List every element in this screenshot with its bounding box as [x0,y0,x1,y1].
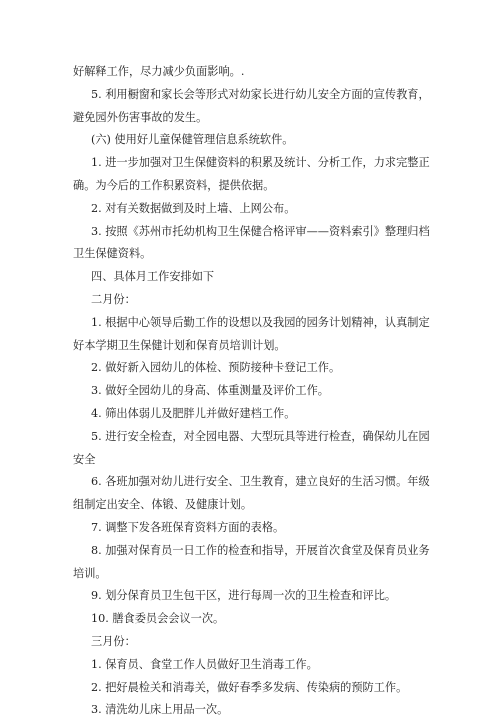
paragraph: 3. 做好全园幼儿的身高、体重测量及评价工作。 [91,384,329,398]
paragraph: 二月份： [91,292,136,306]
paragraph: (六) 使用好儿童保健管理信息系统软件。 [91,133,294,147]
paragraph: 2. 对有关数据做到及时上墙、上网公布。 [91,201,296,215]
paragraph: 好解释工作，尽力减少负面影响。. [73,65,245,78]
paragraph: 9. 划分保育员卫生包干区，进行每周一次的卫生检查和评比。 [91,589,397,603]
paragraph: 1. 保育员、食堂工作人员做好卫生消毒工作。 [91,657,318,671]
document-body [73,61,433,722]
paragraph: 5. 进行安全检查，对全园电器、大型玩具等进行检查，确保幼儿在园安全 [73,429,430,466]
paragraph: 3. 清洗幼儿床上用品一次。 [91,703,229,717]
paragraph: 1. 进一步加强对卫生保健资料的积累及统计、分析工作，力求完整正确。为今后的工作积累资料，提供依据。 [73,156,430,192]
paragraph: 4. 筛出体弱儿及肥胖儿并做好建档工作。 [91,406,296,420]
paragraph: 2. 做好新入园幼儿的体检、预防接种卡登记工作。 [91,361,341,375]
paragraph: 8. 加强对保育员一日工作的检查和指导，开展首次食堂及保育员业务培训。 [73,543,430,580]
paragraph: 3. 按照《苏州市托幼机构卫生保健合格评审——资料索引》整理归档卫生保健资料。 [73,224,430,261]
paragraph: 5. 利用橱窗和家长会等形式对幼家长进行幼儿安全方面的宣传教育，避免园外伤害事故的发生。 [73,87,430,124]
paragraph: 7. 调整下发各班保育资料方面的表格。 [91,520,285,534]
paragraph: 1. 根据中心领导后勤工作的设想以及我园的园务计划精神，认真制定好本学期卫生保健计划和保育员培训计划。 [73,315,430,352]
paragraph: 2. 把好晨检关和消毒关，做好春季多发病、传染病的预防工作。 [91,680,408,694]
paragraph: 三月份： [91,634,136,648]
paragraph: 四、具体月工作安排如下 [91,270,215,284]
paragraph: 10. 膳食委员会会议一次。 [91,612,225,626]
paragraph: 6. 各班加强对幼儿进行安全、卫生教育，建立良好的生活习惯。年级组制定出安全、体锻、及健康计划。 [73,475,430,512]
